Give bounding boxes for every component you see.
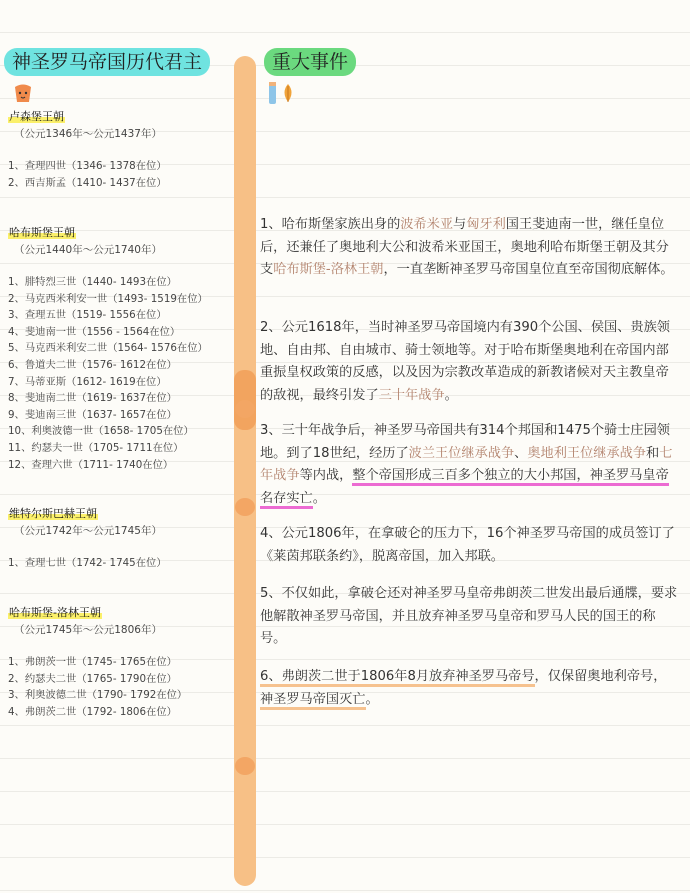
dynasty-period: （公元1742年～公元1745年） [14, 525, 162, 537]
event-paragraph-4: 4、公元1806年，在拿破仑的压力下，16个神圣罗马帝国的成员签订了《莱茵邦联条约》，脱离帝国，加入邦联。 [260, 526, 675, 564]
event-paragraph-5: 5、不仅如此，拿破仑还对神圣罗马皇帝弗朗茨二世发出最后通牒，要求他解散神圣罗马帝国，并且放弃神圣罗马皇帝和罗马人民的国王的称号。 [260, 586, 678, 646]
ruler-item: 2、马克西米利安一世（1493- 1519在位） [8, 292, 208, 305]
dynasty-name: 维特尔斯巴赫王朝 [9, 507, 97, 520]
right-column-title: 重大事件 [264, 48, 356, 76]
event-paragraph-6: 6、弗朗茨二世于1806年8月放弃神圣罗马帝号，仅保留奥地利帝号，神圣罗马帝国灭亡。 [260, 666, 678, 711]
ruler-item: 3、查理五世（1519- 1556在位） [8, 309, 167, 322]
ruler-item: 1、弗朗茨一世（1745- 1765在位） [8, 656, 177, 668]
ruler-item: 7、马蒂亚斯（1612- 1619在位） [8, 375, 167, 388]
dynasty-name: 卢森堡王朝 [9, 110, 64, 123]
ruler-item: 10、利奥波德一世（1658- 1705在位） [8, 425, 194, 438]
dynasty-period: （公元1745年～公元1806年） [14, 624, 162, 636]
ruler-item: 1、查理七世（1742- 1745在位） [8, 557, 167, 569]
timeline-dot [235, 400, 255, 418]
dynasty-name: 哈布斯堡王朝 [9, 226, 75, 239]
pencil-leaf-icon [266, 80, 300, 106]
ruler-item: 1、查理四世（1346- 1378在位） [8, 160, 167, 172]
ruler-item: 5、马克西米利安二世（1564- 1576在位） [8, 342, 208, 355]
ruler-list [8, 555, 167, 572]
key-point-underline: 整个帝国形成三百多个独立的大小邦国，神圣罗马皇帝名存实亡 [260, 468, 669, 509]
event-paragraph-3: 3、三十年战争后，神圣罗马帝国共有314个邦国和1475个骑士庄园领地。到了18世纪，经历了波兰王位继承战争、奥地利王位继承战争和七年战争等内战，整个帝国形成三百多个独立的大小邦国，神圣罗马皇帝名存实亡。 [260, 420, 678, 510]
ruler-item: 12、查理六世（1711- 1740在位） [8, 458, 174, 471]
ruler-list [8, 158, 167, 191]
ruler-list [8, 654, 187, 720]
timeline-dot [235, 498, 255, 516]
ruler-item: 4、弗朗茨二世（1792- 1806在位） [8, 705, 177, 718]
left-column-title: 神圣罗马帝国历代君主 [4, 48, 210, 76]
dynasty-period: （公元1346年～公元1437年） [14, 128, 162, 140]
ruler-item: 3、利奥波德二世（1790- 1792在位） [8, 689, 188, 702]
event-paragraph-2: 2、公元1618年，当时神圣罗马帝国境内有390个公国、侯国、贵族领地、自由邦、自由城市、骑士领地等。对于哈布斯堡奥地利在帝国内部重振皇权政策的反感，以及因为宗教改革造成的新教诸候对天主教皇帝的敌视，最终引发了三十年战争。 [260, 320, 670, 403]
ruler-item: 1、腓特烈三世（1440- 1493在位） [8, 276, 177, 288]
ruler-item: 9、斐迪南三世（1637- 1657在位） [8, 408, 177, 421]
ruler-item: 11、约瑟夫一世（1705- 1711在位） [8, 441, 184, 454]
ruler-item: 8、斐迪南二世（1619- 1637在位） [8, 392, 177, 405]
ruler-item: 4、斐迪南一世（1556 - 1564在位） [8, 325, 181, 338]
timeline-dot [235, 757, 255, 775]
dynasty-period: （公元1440年～公元1740年） [14, 244, 162, 256]
cute-sticker-icon [12, 82, 34, 104]
event-paragraph-1: 1、哈布斯堡家族出身的波希米亚与匈牙利国王斐迪南一世，继任皇位后，还兼任了奥地利大公和波希米亚国王，奥地利哈布斯堡王朝及其分支哈布斯堡-洛林王朝，一直垄断神圣罗马帝国皇位直至帝国彻底解体。 [260, 217, 674, 277]
ruler-item: 2、约瑟夫二世（1765- 1790在位） [8, 672, 177, 685]
ruler-list [8, 274, 208, 473]
key-point-underline: 6、弗朗茨二世于1806年8月放弃神圣罗马帝号 [260, 669, 535, 687]
dynasty-name: 哈布斯堡-洛林王朝 [9, 606, 101, 619]
ruler-item: 6、鲁道夫二世（1576- 1612在位） [8, 358, 177, 371]
key-point-underline: 神圣罗马帝国灭亡 [260, 692, 366, 710]
ruler-item: 2、西吉斯孟（1410- 1437在位） [8, 176, 167, 189]
